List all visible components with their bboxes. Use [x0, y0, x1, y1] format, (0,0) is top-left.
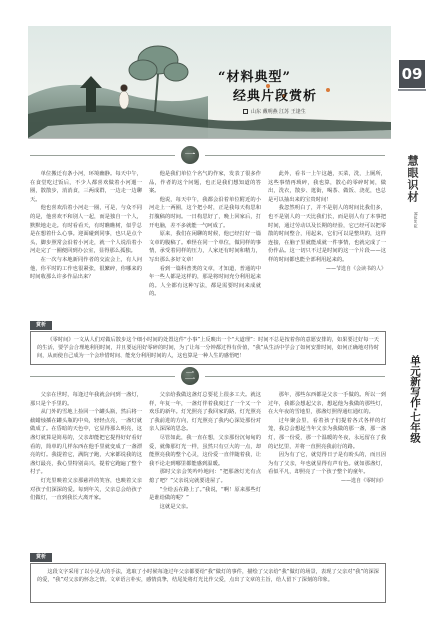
paragraph: 他说，每天中午，我都会沿着单位附近的小河走上一两圈，这个把小时，正是我每天构思和打腹稿的时间。一日构思好了，晚上回家后，打开电脑，差不多就能一气呵成了。: [149, 196, 261, 229]
section1-column3: [268, 170, 386, 320]
section-divider: [30, 376, 175, 377]
paragraph: 他是我们单位个名气的作家，发表了很多作品，作者的这个问题，也正是我们想知道的答案。: [149, 171, 261, 195]
paragraph: 我忽然明白了，并不是别人的时间比我们多，也不是别人的一天比我们长，而是别人有了本事把时间，通过劳动以及长期的经验，它已经可以把零散的时间整合，用起来，它们可以是整块的，这样连接，在脑子里就能成就一件事情，也就完成了一份作品。这一切只不过是时间的这一个片段——这样的时间都也能全部利用起来的。: [268, 205, 386, 263]
section2-column3: [268, 391, 386, 541]
section1-column1: [30, 170, 142, 320]
paragraph: 在一次与本地新同作者的交流会上，有人问他，你平时的工作也很紧张，很繁碎，你哪来的时间收那么许多作品出来？: [30, 256, 142, 281]
source-citation: ——选自《零时间》: [340, 477, 386, 484]
paragraph: 此外，看书一上午这趟，买菜，洗，上厕所，这些事情再琐碎，我也算，散心的零碎时间，做出，洗衣，散步、逛街，喝茶、做饭、浇花，也总是可以抽出来的宝贵时间！: [268, 171, 386, 203]
paragraph: 因为有了它，就觉得日子是有盼头的，而且因为有了父亲，年也就显得有声有色。就如那盏灯，看似平凡，却照亮了一个孩子整个的童年。: [268, 452, 386, 476]
comment-box: 《零时间》一文从人们对做后散步这个细小时间的处置这件“小事”上反映出一个“大道理”：时间不总是按着你的意愿安排的，如果要过好每一天的生活，要学会合理地利用时间，并且要运用好零碎的时间，为了让每一分钟都过得有价值，“我”从生活中学会了如何安排时间，如何正确地对待时间，从而使自己成为一个会珍惜时间、能充分利用时间的人，这也算是一种人生的感悟吧！: [30, 331, 386, 365]
paragraph: 那年，那些东西都是父亲一手做的。所以一到过年，我都会想起父亲，想起他为我做的那些灯，在大年夜的雪地里，那盏灯照得通红通红的。: [268, 392, 386, 416]
article-subtitle: 经典片段赏析: [233, 89, 318, 104]
header-illustration: [28, 26, 391, 138]
column-label-en: Material: [413, 212, 418, 229]
section2-column2: [149, 391, 261, 541]
landscape-illustration: [28, 26, 391, 138]
paragraph: “全给丢在路上了。”我说，“啊！原来那些灯是谁给做的呢？”: [149, 486, 261, 502]
paragraph: 灯光里映着父亲那慈祥的笑容，也映着父亲对孩子们深深的爱。每到年关，父亲总会给孩子们做灯，一直到我长大离开家。: [30, 477, 142, 502]
paragraph: 他也喜欢沿着小河走一圈，可是，与众不同的是，他喜欢不和别人一起，而是独自一个人，默默地走走。有时看看天，有时瞧瞧树，似乎总是在想着什么心事。迎面碰到同事，也只是点个头，脚步照常会沿着小河走，就一个人说沿着小河走完了一圈便回到办公室，显得那么孤独。: [30, 205, 142, 255]
paragraph: 这就是父亲。: [159, 503, 192, 510]
paragraph: 那时父亲会笑吟吟地问：“把那盏灯光有点熄了吧？”父亲说完就要进屋了。: [149, 469, 261, 484]
column-label: 慧眼识材: [406, 155, 419, 203]
comment-label: 赏析: [30, 321, 52, 330]
paragraph: 看到一篇科普类的文章，才知道，普通的中年一些人都是这样的，那是将时间充分利用起来的。人全都有这种写法，都是需要时间来成就的。: [149, 265, 261, 298]
comment-label: 赏析: [30, 553, 52, 562]
comment-box: 这段文字采用了以小见大的手法，选取了小时候每逢过年父亲都要给“我”做灯的事件，描绘了父亲给“我”做灯的场景，表现了父亲对“我”的深深的爱，“我”对父亲的怀念之情。文章语言朴实，感情真挚，结尾处将灯光比作父爱，点出了文章的主旨，给人留下了深刻的印象。: [30, 563, 386, 603]
section-divider: [205, 155, 385, 156]
paragraph: 原来，我们在闲聊的时候，他已经打好一篇文章的腹稿了。难怪在同一个单位，做同样的事情，承受着同样的压力，人家还有时间和精力，写出那么多好文章！: [149, 231, 261, 263]
header-divider: [28, 138, 391, 139]
paragraph: 单位搬迁有条小河，环境幽静。每天中午，在食堂吃过饭后，不少人都喜欢做着小河遛一圈，散散步，消消食，三两成群，一边走一边聊天。: [30, 171, 142, 203]
page-number: 09: [399, 60, 425, 88]
unit-label: 单元新写作·七年级: [409, 355, 421, 443]
section-divider: [30, 155, 175, 156]
author-marker-icon: [243, 109, 248, 114]
section1-column2: [149, 170, 261, 320]
source-citation: ——节选自《会读书的人》: [325, 265, 386, 272]
author-names: 山东 戴明燕 江苏 王逢生: [251, 109, 306, 115]
sidebar: [397, 0, 427, 618]
paragraph: 父亲给我做这盏灯总要花上很多工夫。就这样，年复一年，一盏灯伴着我度过了一个又一个欢乐的新年。灯光照亮了我回家的路，灯光照亮了我前进的方向，灯光照亮了我内心深处那份对亲人深深的思念。: [149, 392, 261, 433]
paragraph: 从门外的雪地上捡回一个罐头瓶，然后将一截蜡烛插在罐头瓶的中央，轻轻点亮，一盏灯就做成了。在昏暗的天色中，它显得那么明亮，这盏灯就算是简易的，父亲却能把它提得好好看好看的，简单的几样东西在他手里就变成了一盏漂亮的灯。我提着它，满院子跑，大家都说我的这盏灯最亮，我心里特别高兴，提着它跑遍了整个村子。: [30, 409, 142, 476]
section-number: 一: [181, 146, 199, 164]
author-line: [243, 108, 306, 115]
section-divider: [205, 376, 385, 377]
paragraph: 父亲在世时，每逢过年我就会问到一盏灯，那只是个手里的。: [30, 392, 142, 407]
section-number: 二: [181, 367, 199, 385]
article-title: “材料典型”: [218, 70, 291, 85]
paragraph: 过年聚会里，看着孩子们提着各式各样的灯笼，我总会想起当年父亲为我做的那一盏，那一盏灯，那一份爱，那一个温暖的冬夜，永远留在了我的记忆里，并将一直照亮我前行的路。: [268, 417, 386, 450]
section2-column1: [30, 391, 142, 541]
paragraph: 尽管如此，我一直在想，父亲那份沉甸甸的爱，就像那灯光一样，虽然只有豆大的一点，却能照亮我的整个心灵，这份爱一直伴随着我，让我不论走到哪里都能感到温暖。: [149, 434, 261, 467]
